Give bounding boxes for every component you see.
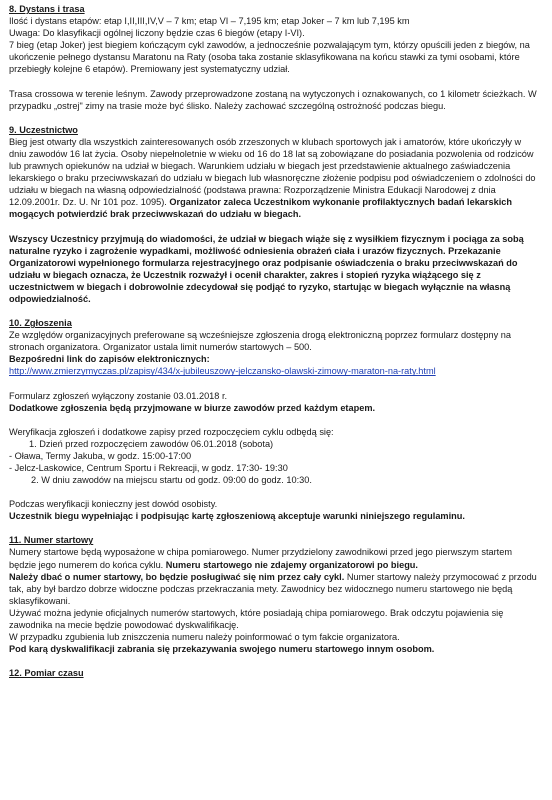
verification-location-olawa: - Oława, Termy Jakuba, w godz. 15:00-17:00 bbox=[9, 450, 192, 461]
official-numbers-text: Używać można jedynie oficjalnych numerów startowych, które posiadają chipa pomiarowego. Brak odczytu pojawienia się zawodnika na mecie będzie powodować dyskwalifikację. bbox=[9, 607, 504, 631]
start-number-text-1 bbox=[9, 546, 541, 570]
section-10-heading: 10. Zgłoszenia bbox=[9, 318, 72, 329]
joker-stage-text: 7 bieg (etap Joker) jest biegiem kończącym cykl zawodów, a jednocześnie pozwalającym tym, którzy opuścili jeden z biegów, na ukończenie pełnego dystansu Maratonu na Raty (osoba taka zostanie sklasyfikowana na końcu stawki za tymi osobami, które przebiegły kolejne 6 etapów). Premiowany jest systematyczny udział. bbox=[9, 40, 530, 75]
additional-registration-note: Dodatkowe zgłoszenia będą przyjmowane w biurze zawodów przed każdym etapem. bbox=[9, 402, 376, 413]
route-description: Trasa crossowa w terenie leśnym. Zawody przeprowadzone zostaną na wytyczonych i oznakowanych, co 1 kilometr ścieżkach. W przypadku „ostrej" zimy na trasie może być ślisko. Należy zachować szczególną ostrożność podczas biegu. bbox=[9, 88, 537, 111]
verification-item-1: 1. Dzień przed rozpoczęciem zawodów 06.01.2018 (sobota) bbox=[29, 438, 274, 449]
verification-item-2: 2. W dniu zawodów na miejscu startu od godz. 09:00 do godz. 10:30. bbox=[31, 475, 312, 486]
lost-number-text: W przypadku zgubienia lub zniszczenia numeru należy poinformować o tym fakcie organizatora. bbox=[9, 632, 400, 643]
form-closing-date: Formularz zgłoszeń wyłączony zostanie 03.01.2018 r. bbox=[9, 390, 228, 401]
id-document-note: Podczas weryfikacji konieczny jest dowód osobisty. bbox=[9, 499, 218, 510]
risk-acknowledgement: Wszyscy Uczestnicy przyjmują do wiadomości, że udział w biegach wiąże się z wysiłkiem fizycznym i pociąga za sobą naturalne ryzyko i zagrożenie wypadkami, możliwość odniesienia obrażeń ciała i urazów fizycznych. Przekazanie Organizatorowi wypełnionego formularza rejestracyjnego oraz podpisanie oświadczenia o braku przeciwwskazań do udziału w biegach oznacza, że Uczestnik rozważył i ocenił charakter, zakres i stopień ryzyka wiążącego się z uczestnictwem w biegach i dobrowolnie zdecydował się podjąć to ryzyko, startując w biegach wyłącznie na własną odpowiedzialność. bbox=[9, 233, 524, 304]
start-number-chip: Numery startowe będą wyposażone w chipa pomiarowego. Numer przydzielony zawodnikowi przed jego pierwszym startem będzie jego numerem do końca cyklu. bbox=[9, 547, 512, 570]
participation-rules: Bieg jest otwarty dla wszystkich zainteresowanych osób zrzeszonych w klubach sportowych jak i amatorów, które ukończyły w dniu zawodów 16 lat życia. Osoby niepełnoletnie w wieku od 16 do 18 lat są zobowiązane do posiadania pozwolenia od rodziców lub prawnych opiekunów na udział w biegach. Warunkiem udziału w biegach jest przedstawienie aktualnego zaświadczenia lekarskiego o braku przeciwwskazań do udziału w biegach lub własnoręczne złożenie podpisu pod oświadczeniem o zdolności do udziału w biegach na własną odpowiedzialność (podstawa prawna: Rozporządzenie Ministra Edukacji Narodowej z dnia 12.09.2001r. Dz. U. Nr 101 poz. 1095). bbox=[9, 136, 536, 208]
transfer-ban-text: Pod karą dyskwalifikacji zabrania się przekazywania swojego numeru startowego innym osobom. bbox=[9, 644, 435, 655]
start-number-care-note: Należy dbać o numer startowy, bo będzie posługiwać się nim przez cały cykl. bbox=[9, 571, 345, 582]
section-11-heading: 11. Numer startowy bbox=[9, 535, 94, 546]
start-number-text-2 bbox=[9, 571, 541, 607]
regulations-acceptance: Uczestnik biegu wypełniając i podpisując kartę zgłoszeniową akceptuje warunki niniejszego regulaminu. bbox=[9, 511, 465, 522]
registration-link-label: Bezpośredni link do zapisów elektronicznych: bbox=[9, 354, 210, 365]
registration-link[interactable]: http://www.zmierzymyczas.pl/zapisy/434/x-jubileuszowy-jelczansko-olawski-zimowy-maraton-na-raty.html bbox=[9, 366, 436, 377]
medical-recommendation: Organizator zaleca Uczestnikom wykonanie profilaktycznych badań lekarskich mogących potwierdzić brak przeciwwskazań do udziału w biegach. bbox=[9, 197, 512, 220]
verification-intro: Weryfikacja zgłoszeń i dodatkowe zapisy przed rozpoczęciem cyklu odbędą się: bbox=[9, 426, 334, 437]
participation-text bbox=[9, 136, 541, 221]
section-12-heading: 12. Pomiar czasu bbox=[9, 668, 84, 679]
classification-note: Uwaga: Do klasyfikacji ogólnej liczony będzie czas 6 biegów (etapy I-VI). bbox=[9, 28, 305, 39]
verification-location-jelcz: - Jelcz-Laskowice, Centrum Sportu i Rekreacji, w godz. 17:30- 19:30 bbox=[9, 463, 288, 473]
registration-text: Ze względów organizacyjnych preferowane są wcześniejsze zgłoszenia drogą elektroniczną poprzez formularz dostępny na stronach organizatora. Organizator ustala limit numerów startowych – 500. bbox=[9, 330, 512, 353]
start-number-return-note: Numeru startowego nie zdajemy organizatorowi po biegu. bbox=[165, 559, 418, 570]
start-number-placement: Numer startowy należy przymocować z przodu tak, aby był bardzo dobrze widoczne podczas przekraczania mety. Zawodnicy bez widocznego numeru startowego nie będą sklasyfikowani. bbox=[9, 571, 537, 606]
document-page bbox=[9, 3, 541, 679]
stages-distance-text: Ilość i dystans etapów: etap I,II,III,IV,V – 7 km; etap VI – 7,195 km; etap Joker – 7 km lub 7,195 km bbox=[9, 16, 410, 27]
section-9-heading: 9. Uczestnictwo bbox=[9, 124, 78, 135]
section-8-heading: 8. Dystans i trasa bbox=[9, 4, 85, 14]
